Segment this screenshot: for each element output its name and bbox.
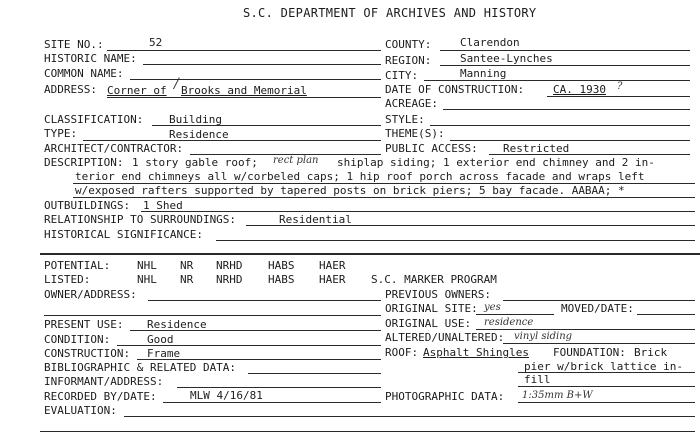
region-value: Santee-Lynches [460,52,553,65]
present-use-label: PRESENT USE: [44,318,124,331]
foundation-label: FOUNDATION: [553,346,626,359]
listed-label: LISTED: [44,273,91,286]
description-line1-part1: 1 story gable roof; [132,156,258,169]
marker-program: S.C. MARKER PROGRAM [371,273,497,286]
site-no-value: 52 [149,36,163,49]
altered-label: ALTERED/UNALTERED: [385,331,505,344]
photographic-data-value: 1:35mm B+W [522,390,593,401]
public-access-label: PUBLIC ACCESS: [385,142,478,155]
address-value-part2: Brooks and Memorial [181,84,307,97]
address-value-part1: Corner of [107,84,167,97]
original-site-label: ORIGINAL SITE: [385,302,478,315]
classification-value: Building [169,113,222,126]
style-line [430,125,690,126]
city-value: Manning [460,67,507,80]
historic-name-line [143,64,381,65]
site-no-label: SITE NO.: [44,38,104,51]
themes-line [450,140,690,141]
outbuildings-value: 1 Shed [143,199,183,212]
classification-line [152,125,381,126]
architect-label: ARCHITECT/CONTRACTOR: [44,142,184,155]
address-handwritten-mark: / [174,76,179,92]
altered-value: vinyl siding [514,331,573,342]
type-line [83,140,381,141]
themes-label: THEME(S): [385,127,445,140]
potential-code-nr: NR [180,259,194,272]
recorded-by-line [163,402,381,403]
city-line [424,80,690,81]
address-line [107,97,381,98]
present-use-line [130,330,381,331]
original-use-label: ORIGINAL USE: [385,317,472,330]
original-use-value: residence [484,317,534,328]
description-line2: terior end chimneys all w/corbeled caps; 1 hip roof porch across facade and wraps left [75,170,645,183]
relationship-line [246,225,695,226]
city-label: CITY: [385,69,419,82]
potential-label: POTENTIAL: [44,259,111,272]
acreage-label: ACREAGE: [385,97,438,110]
acreage-line [443,109,690,110]
original-use-line [476,329,695,330]
region-label: REGION: [385,54,432,67]
type-value: Residence [169,128,229,141]
date-of-construction-label: DATE OF CONSTRUCTION: [385,83,525,96]
potential-code-nhl: NHL [137,259,157,272]
condition-label: CONDITION: [44,333,111,346]
address-label: ADDRESS: [44,83,97,96]
style-label: STYLE: [385,113,425,126]
description-line1-part2: shiplap siding; 1 exterior end chimney and 2 in- [337,156,655,169]
owner-address-label: OWNER/ADDRESS: [44,288,137,301]
owner-address-line [148,300,381,301]
evaluation-label: EVALUATION: [44,404,117,417]
county-label: COUNTY: [385,38,432,51]
condition-value: Good [147,333,174,346]
potential-code-nrhd: NRHD [216,259,243,272]
original-site-line [476,314,554,315]
relationship-value: Residential [279,213,352,226]
photographic-data-label: PHOTOGRAPHIC DATA: [385,390,505,403]
informant-label: INFORMANT/ADDRESS: [44,375,164,388]
historic-name-label: HISTORIC NAME: [44,52,137,65]
recorded-by-label: RECORDED BY/DATE: [44,390,157,403]
present-use-value: Residence [147,318,207,331]
section-divider [40,253,700,255]
construction-value: Frame [147,347,181,360]
description-handwritten-note: rect plan [273,155,319,166]
classification-label: CLASSIFICATION: [44,113,144,126]
common-name-line [130,79,381,80]
date-of-construction-value: CA. 1930 [553,83,606,96]
relationship-label: RELATIONSHIP TO SURROUNDINGS: [44,213,237,226]
bibliographic-line [248,373,381,374]
description-rule-3 [73,197,695,198]
date-of-construction-line [547,96,690,97]
construction-label: CONSTRUCTION: [44,347,131,360]
original-site-value: yes [484,302,501,313]
bibliographic-label: BIBLIOGRAPHIC & RELATED DATA: [44,361,237,374]
foundation-line-3 [518,386,695,387]
site-no-line [107,50,381,51]
public-access-line [489,154,690,155]
description-line3: w/exposed rafters supported by tapered posts on brick piers; 5 bay facade. AABAA; * [75,184,625,197]
owner-address-line-2 [44,315,381,316]
form-title: S.C. DEPARTMENT OF ARCHIVES AND HISTORY [243,6,537,20]
outbuildings-line [141,211,695,212]
historical-significance-label: HISTORICAL SIGNIFICANCE: [44,228,203,241]
county-value: Clarendon [460,36,520,49]
condition-line [117,345,381,346]
outbuildings-label: OUTBUILDINGS: [44,199,131,212]
moved-date-label: MOVED/DATE: [561,302,634,315]
listed-code-habs: HABS [268,273,295,286]
recorded-by-value: MLW 4/16/81 [190,389,263,402]
common-name-label: COMMON NAME: [44,67,124,80]
previous-owners-line [503,300,695,301]
county-line [440,50,690,51]
roof-value: Asphalt Shingles [423,346,529,359]
type-label: TYPE: [44,127,78,140]
listed-code-nrhd: NRHD [216,273,243,286]
listed-code-haer: HAER [319,273,346,286]
public-access-value: Restricted [503,142,570,155]
foundation-value-3: fill [524,373,551,386]
photographic-data-line [518,402,695,403]
evaluation-line [124,416,695,417]
potential-code-habs: HABS [268,259,295,272]
foundation-value-1: Brick [634,346,668,359]
date-uncertain-mark: ? [617,81,623,92]
historical-significance-line [216,240,695,241]
construction-line [137,359,381,360]
evaluation-line-2 [40,431,695,432]
description-label: DESCRIPTION: [44,156,124,169]
listed-code-nhl: NHL [137,273,157,286]
region-line [440,65,690,66]
previous-owners-label: PREVIOUS OWNERS: [385,288,491,301]
informant-line [177,387,381,388]
moved-date-line [637,314,695,315]
foundation-value-2: pier w/brick lattice in- [524,360,683,373]
roof-label: ROOF: [385,346,419,359]
listed-code-nr: NR [180,273,194,286]
potential-code-haer: HAER [319,259,346,272]
altered-line [503,343,695,344]
